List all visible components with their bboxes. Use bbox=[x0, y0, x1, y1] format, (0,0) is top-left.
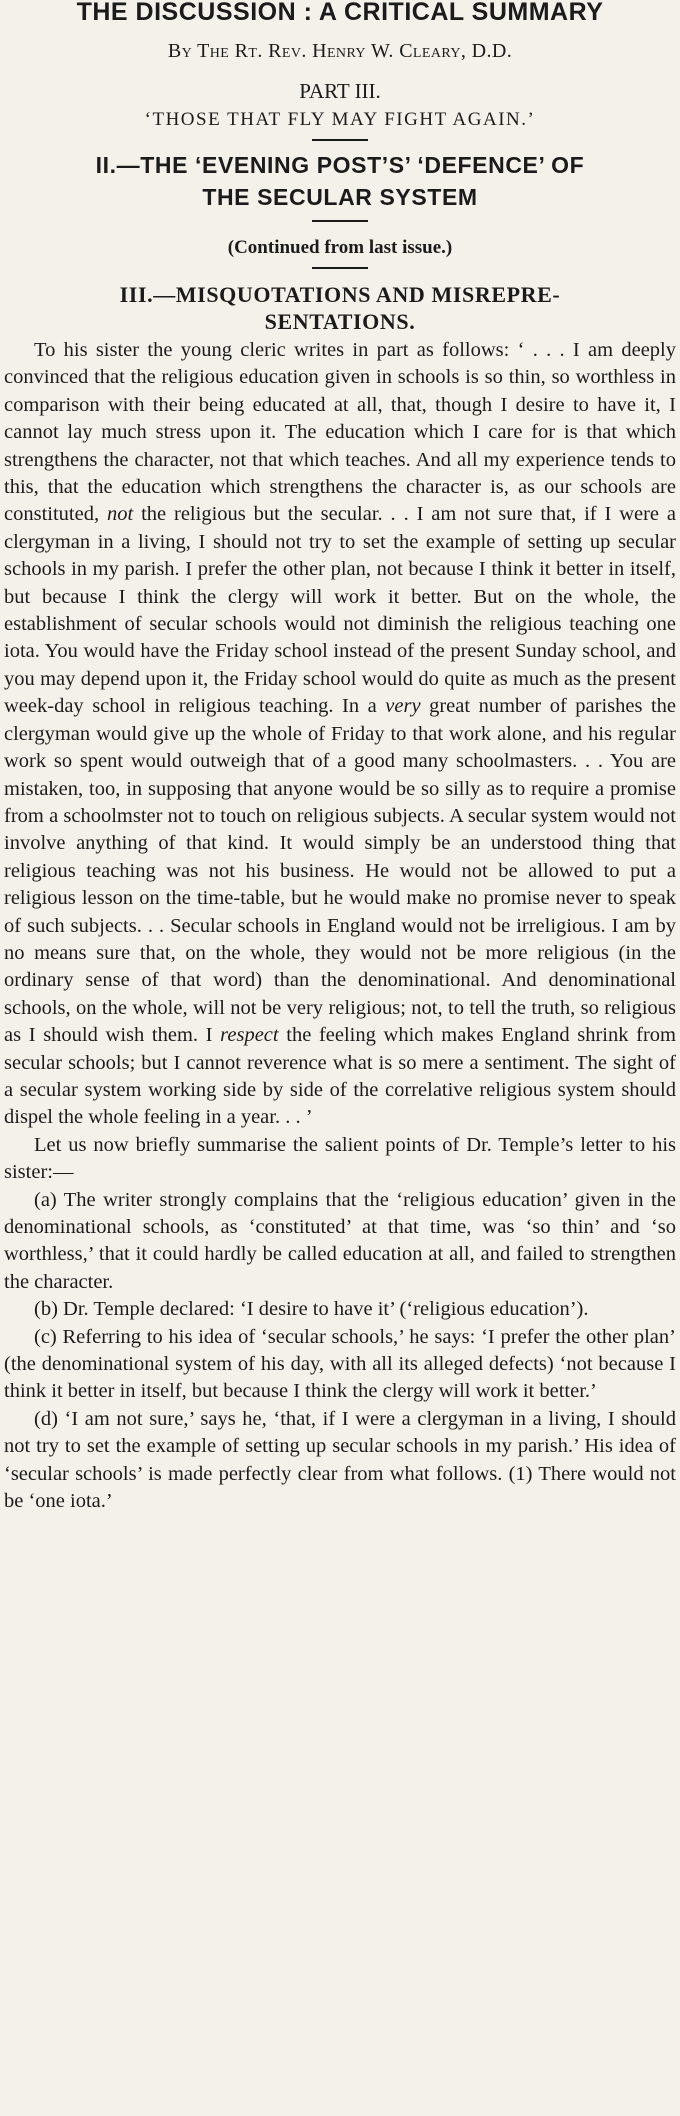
divider-rule bbox=[312, 139, 368, 141]
subheading bbox=[4, 281, 676, 335]
divider-rule bbox=[312, 220, 368, 222]
subheading-line-2: SENTATIONS. bbox=[264, 309, 416, 334]
paragraph-text: the feeling which makes England shrink from secular schools; but I cannot reverence what is so mere a sentiment. The sight of a secular system working side by side of the correlative religious system should dispel the whole feeling in a year. . . ’ bbox=[4, 1024, 676, 1129]
paragraph-text: great number of parishes the clergyman would give up the whole of Friday to that work alone, and his regular work so spent would outweigh that of a good many schoolmasters. . . You are mistaken, too, in supposing that anyone would be so silly as to require a promise from a schoolmster not to touch on religious subjects. A secular system would not involve anything of that kind. It would simply be an understood thing that religious teaching was not his business. He would not be allowed to put a religious lesson on the time-table, but he would make no promise never to speak of such subjects. . . Secular schools in England would not be irreligious. I am by no means sure that, on the whole, they would not be more religious (in the ordinary sense of that word) than the denominational. And denominational schools, on the whole, will not be very religious; not, to tell the truth, so religious as I should wish them. I bbox=[4, 695, 677, 1047]
divider-rule bbox=[312, 267, 368, 269]
author-byline: By The Rt. Rev. Henry W. Cleary, D.D. bbox=[167, 40, 513, 62]
emphasis-text: not bbox=[106, 503, 134, 526]
emphasis-text: very bbox=[385, 695, 421, 718]
continued-note: (Continued from last issue.) bbox=[227, 237, 453, 258]
article-body bbox=[4, 337, 676, 1515]
paragraph-text: the religious but the secular. . . I am not sure that, if I were a clergyman in a living, I should not try to set the example of setting up secular schools in my parish. I prefer the other plan, not because I think it better in itself, but because I think the clergy will work it better. But on the whole, the establishment of secular schools would not diminish the religious teaching one iota. You would have the Friday school instead of the present Sunday school, and you may depend upon it, the Friday school would do quite as much as the present week-day school in religious teaching. In a bbox=[4, 503, 677, 718]
paragraph: Let us now briefly summarise the salient points of Dr. Temple’s letter to his sister:— bbox=[4, 1133, 676, 1184]
paragraph-text: To his sister the young cleric writes in part as follows: ‘ . . . I am deeply convinced that the religious education given in schools is so thin, so worthless in comparison with their being educated at all, that, though I desire to have it, I cannot lay much stress upon it. The education which I care for is that which strengthens the character, not that which teaches. And all my experience tends to this, that the education which strengthens the character is, as our schools are constituted, bbox=[4, 339, 676, 526]
part-subtitle: ‘THOSE THAT FLY MAY FIGHT AGAIN.’ bbox=[144, 109, 536, 130]
article-title: THE DISCUSSION : A CRITICAL SUMMARY bbox=[76, 0, 604, 26]
summary-point-d: (d) ‘I am not sure,’ says he, ‘that, if I were a clergyman in a living, I should not try to set the example of setting up secular schools in my parish.’ His idea of ‘secular schools’ is made perfectly clear from what follows. (1) There would not be ‘one iota.’ bbox=[4, 1407, 676, 1513]
part-number: PART III. bbox=[299, 79, 381, 103]
summary-point-c: (c) Referring to his idea of ‘secular schools,’ he says: ‘I prefer the other plan’ (the denominational system of his day, with all its alleged defects) ‘not because I think it better in itself, but because I think the clergy will work it better.’ bbox=[4, 1325, 676, 1403]
summary-point-a: (a) The writer strongly complains that the ‘religious education’ given in the denominational schools, as ‘constituted’ at that time, was ‘so thin’ and ‘so worthless,’ that it could hardly be called education at all, and failed to strengthen the character. bbox=[4, 1188, 676, 1293]
summary-point-b: (b) Dr. Temple declared: ‘I desire to have it’ (‘religious education’). bbox=[34, 1298, 589, 1321]
section-heading-line-1: II.—THE ‘EVENING POST’S’ ‘DEFENCE’ OF bbox=[95, 152, 585, 178]
subheading-line-1: III.—MISQUOTATIONS AND MISREPRE- bbox=[119, 282, 561, 307]
section-heading bbox=[4, 149, 676, 213]
paragraph bbox=[4, 337, 676, 1132]
emphasis-text: respect bbox=[220, 1024, 279, 1047]
section-heading-line-2: THE SECULAR SYSTEM bbox=[202, 184, 478, 210]
